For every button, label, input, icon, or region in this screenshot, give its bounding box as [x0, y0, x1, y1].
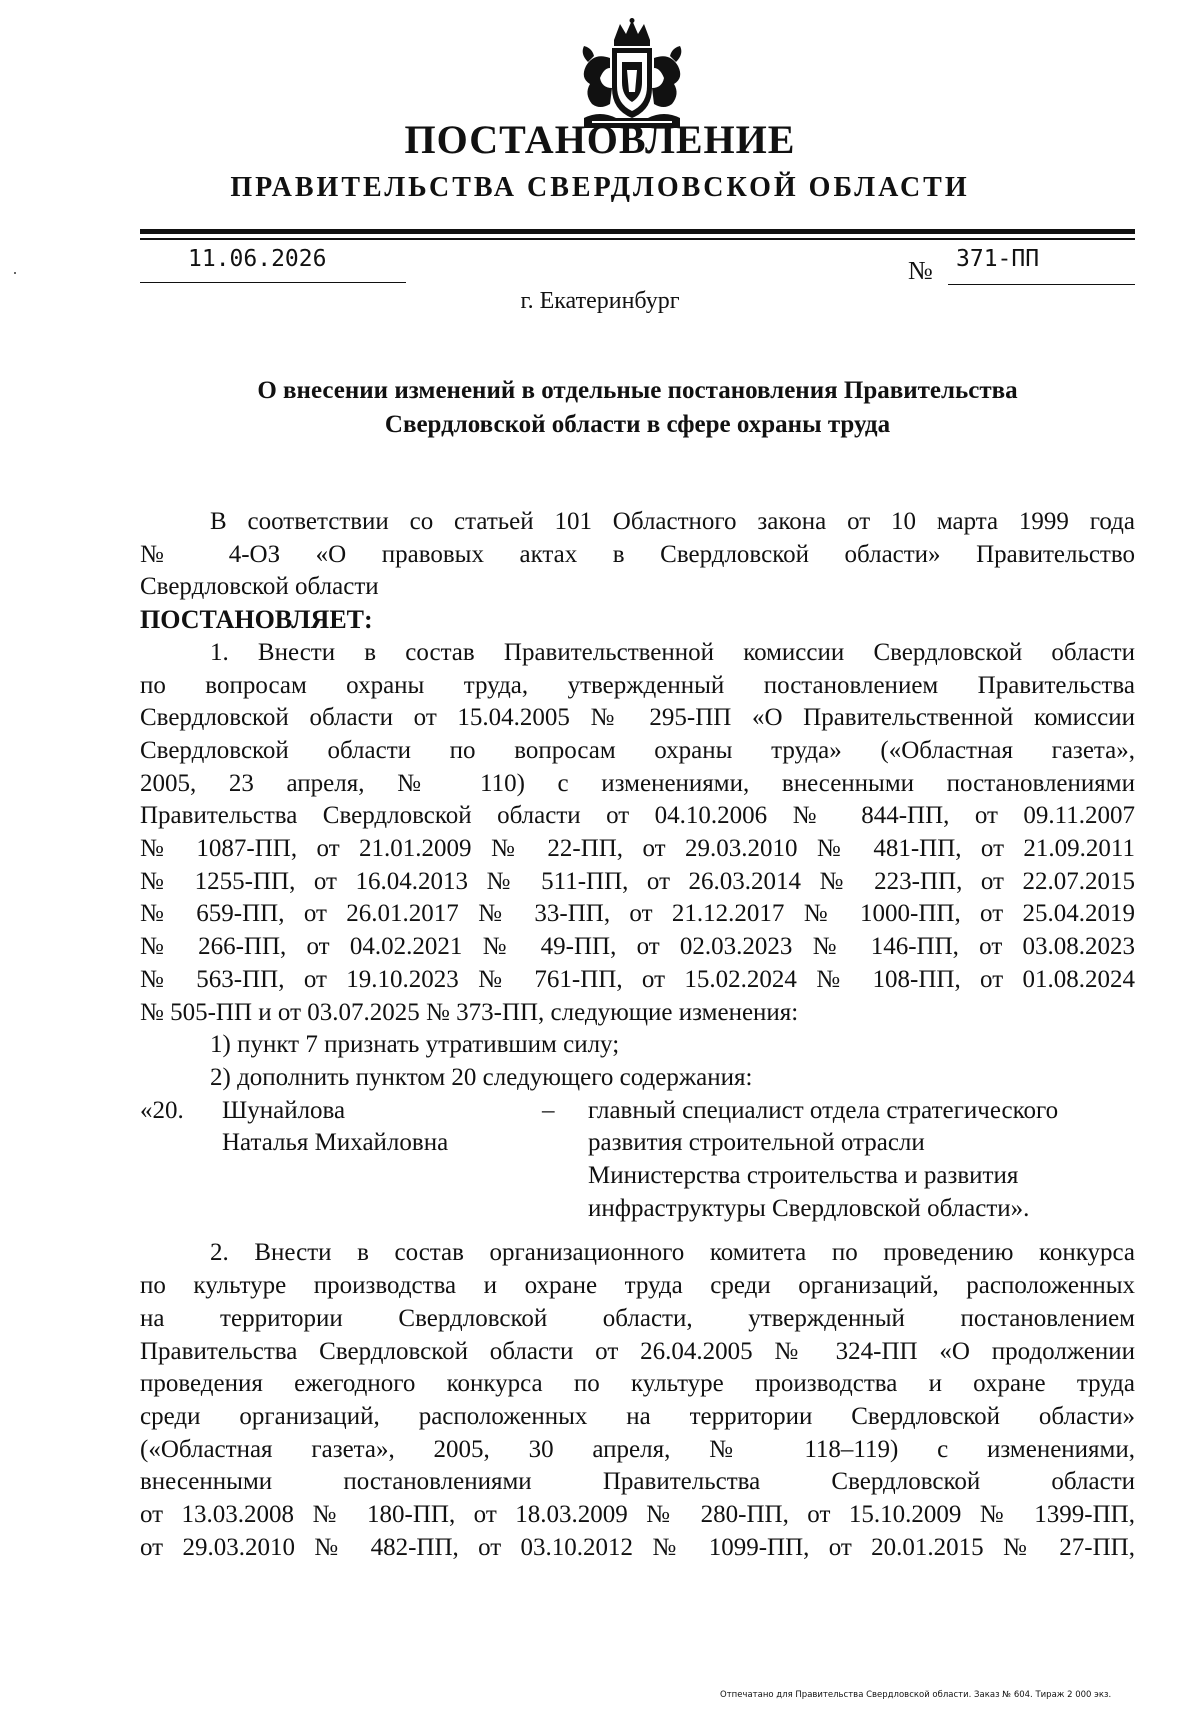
item1-line: по вопросам охраны труда, утвержденный постановлением Правительства: [140, 671, 1135, 699]
entry-surname: Шунайлова: [222, 1096, 346, 1124]
entry-position-line: главный специалист отдела стратегического: [588, 1096, 1059, 1124]
heading-line: Свердловской области в сфере охраны труда: [384, 411, 891, 438]
item2-line: от 13.03.2008 № 180-ПП, от 18.03.2009 № 280-ПП, от 15.10.2009 № 1399-ПП,: [140, 1501, 1135, 1529]
document-heading: [150, 374, 1125, 442]
item1-line: 1. Внести в состав Правительственной комиссии Свердловской области: [210, 638, 1135, 666]
subitem-2: 2) дополнить пунктом 20 следующего содержания:: [210, 1063, 753, 1091]
scan-artifact: [14, 272, 16, 274]
item2-line: на территории Свердловской области, утвержденный постановлением: [140, 1304, 1135, 1332]
item2-line: 2. Внести в состав организационного комитета по проведению конкурса: [210, 1239, 1135, 1267]
subitem-1: 1) пункт 7 признать утратившим силу;: [210, 1031, 620, 1059]
entry-position-line: Министерства строительства и развития: [588, 1162, 1019, 1190]
item2-line: от 29.03.2010 № 482-ПП, от 03.10.2012 № 1099-ПП, от 20.01.2015 № 27-ПП,: [140, 1533, 1135, 1561]
preamble-line: В соответствии со статьей 101 Областного закона от 10 марта 1999 года: [210, 508, 1135, 535]
entry-position-line: развития строительной отрасли: [588, 1129, 925, 1157]
item1-line: Свердловской области от 15.04.2005 № 295-ПП «О Правительственной комиссии: [140, 704, 1135, 732]
item1-line: Правительства Свердловской области от 04.10.2006 № 844-ПП, от 09.11.2007: [140, 802, 1135, 830]
document-body: [140, 506, 1135, 1565]
commission-member-entry: [140, 1095, 1135, 1226]
document-number: 371-ПП: [956, 246, 1040, 272]
item2-line: по культуре производства и охране труда среди организаций, расположенных: [140, 1272, 1135, 1300]
issuer-title: ПРАВИТЕЛЬСТВА СВЕРДЛОВСКОЙ ОБЛАСТИ: [230, 172, 970, 203]
entry-position: [588, 1095, 1135, 1226]
item1-line: 2005, 23 апреля, № 110) с изменениями, внесенными постановлениями: [140, 769, 1135, 797]
entry-given-names: Наталья Михайловна: [222, 1129, 449, 1157]
number-underline: [948, 284, 1135, 285]
header-rule-thick: [140, 229, 1135, 234]
entry-number: «20.: [140, 1096, 184, 1124]
preamble-line: Свердловской области: [140, 573, 379, 601]
item1-line: № 563-ПП, от 19.10.2023 № 761-ПП, от 15.02.2024 № 108-ПП, от 01.08.2024: [140, 965, 1135, 993]
item1-line: № 659-ПП, от 26.01.2017 № 33-ПП, от 21.12.2017 № 1000-ПП, от 25.04.2019: [140, 900, 1135, 928]
heading-line: О внесении изменений в отдельные постановления Правительства: [257, 377, 1018, 404]
entry-person-name: [222, 1095, 542, 1226]
header-rule-thin: [140, 238, 1135, 240]
item1-line: Свердловской области по вопросам охраны труда» («Областная газета»,: [140, 736, 1135, 764]
item2-line: Правительства Свердловской области от 26.04.2005 № 324-ПП «О продолжении: [140, 1337, 1135, 1365]
document-type-title: ПОСТАНОВЛЕНИЕ: [404, 117, 796, 162]
number-label: №: [908, 256, 933, 285]
item1-line: № 1087-ПП, от 21.01.2009 № 22-ПП, от 29.03.2010 № 481-ПП, от 21.09.2011: [140, 835, 1135, 863]
item1-line: № 266-ПП, от 04.02.2021 № 49-ПП, от 02.03.2023 № 146-ПП, от 03.08.2023: [140, 933, 1135, 961]
date-underline: [140, 282, 406, 283]
item2-line: внесенными постановлениями Правительства Свердловской области: [140, 1468, 1135, 1496]
item1-line: № 505-ПП и от 03.07.2025 № 373-ПП, следующие изменения:: [140, 998, 799, 1026]
item1-line: № 1255-ПП, от 16.04.2013 № 511-ПП, от 26.03.2014 № 223-ПП, от 22.07.2015: [140, 867, 1135, 895]
city: г. Екатеринбург: [520, 288, 680, 314]
item2-line: («Областная газета», 2005, 30 апреля, № 118–119) с изменениями,: [140, 1435, 1135, 1463]
item2-line: среди организаций, расположенных на территории Свердловской области»: [140, 1402, 1135, 1430]
resolves-keyword: ПОСТАНОВЛЯЕТ:: [140, 605, 373, 635]
item2-line: проведения ежегодного конкурса по культуре производства и охране труда: [140, 1370, 1135, 1398]
preamble-line: № 4-ОЗ «О правовых актах в Свердловской области» Правительство: [140, 540, 1135, 568]
print-note: Отпечатано для Правительства Свердловской области. Заказ № 604. Тираж 2 000 экз.: [720, 1690, 1112, 1700]
entry-position-line: инфраструктуры Свердловской области».: [588, 1194, 1030, 1222]
document-date: 11.06.2026: [188, 246, 327, 272]
entry-dash: –: [542, 1096, 555, 1124]
